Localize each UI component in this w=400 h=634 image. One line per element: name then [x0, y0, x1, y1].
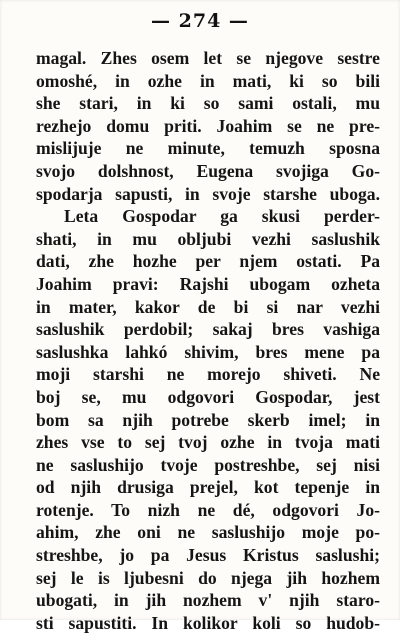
text-line: zhes vse to sej tvoj ozhe in tvoja mati — [36, 432, 380, 453]
text-line: she stari, in ki so sami ostali, mu — [36, 93, 380, 114]
text-line: Leta Gospodar ga skusi perder- — [64, 206, 380, 227]
text-line: spodarja sapusti, in svoje starshe uboga. — [36, 183, 380, 204]
text-line: omoshé, in ozhe in mati, ki so bili — [36, 70, 380, 91]
text-line: bom sa njih potrebe skerb imel; in — [36, 409, 380, 430]
text-line: boj se, mu odgovori Gospodar, jest — [36, 386, 380, 407]
text-line: ubogati, in jih nozhem v' njih staro- — [36, 590, 380, 611]
page-number: — 274 — — [151, 10, 249, 32]
text-line: magal. Zhes osem let se njegove sestre — [36, 48, 380, 68]
text-line: saslushka lahkó shivim, bres mene pa — [36, 341, 380, 362]
body-text — [36, 47, 380, 634]
text-line: ne saslushijo tvoje postreshbe, sej nisi — [36, 454, 380, 475]
text-line: svojo dolshnost, Eugena svojiga Go- — [36, 160, 380, 181]
text-line: saslushik perdobil; sakaj bres vashiga — [36, 319, 380, 340]
text-line: sti sapustiti. In kolikor koli so hudob- — [36, 612, 380, 633]
text-line: in mater, kakor de bi si nar vezhi — [36, 296, 380, 317]
text-line: moji starshi ne morejo shiveti. Ne — [36, 364, 380, 385]
text-line: mislijuje ne minute, temuzh sposna — [36, 138, 380, 159]
text-line: rotenje. To nizh ne dé, odgovori Jo- — [36, 499, 380, 520]
text-line: shati, in mu obljubi vezhi saslushik — [36, 228, 380, 249]
text-line: sej le is ljubesni do njega jih hozhem — [36, 567, 380, 588]
text-line: dati, zhe hozhe per njem ostati. Pa — [36, 251, 380, 272]
text-line: Joahim pravi: Rajshi ubogam ozheta — [36, 273, 380, 294]
text-line: streshbe, jo pa Jesus Kristus saslushi; — [36, 545, 380, 566]
text-line: ahim, zhe oni ne saslushijo moje po- — [36, 522, 380, 543]
text-line: rezhejo domu priti. Joahim se ne pre- — [36, 115, 380, 136]
text-line: od njih drusiga prejel, kot tepenje in — [36, 477, 380, 498]
